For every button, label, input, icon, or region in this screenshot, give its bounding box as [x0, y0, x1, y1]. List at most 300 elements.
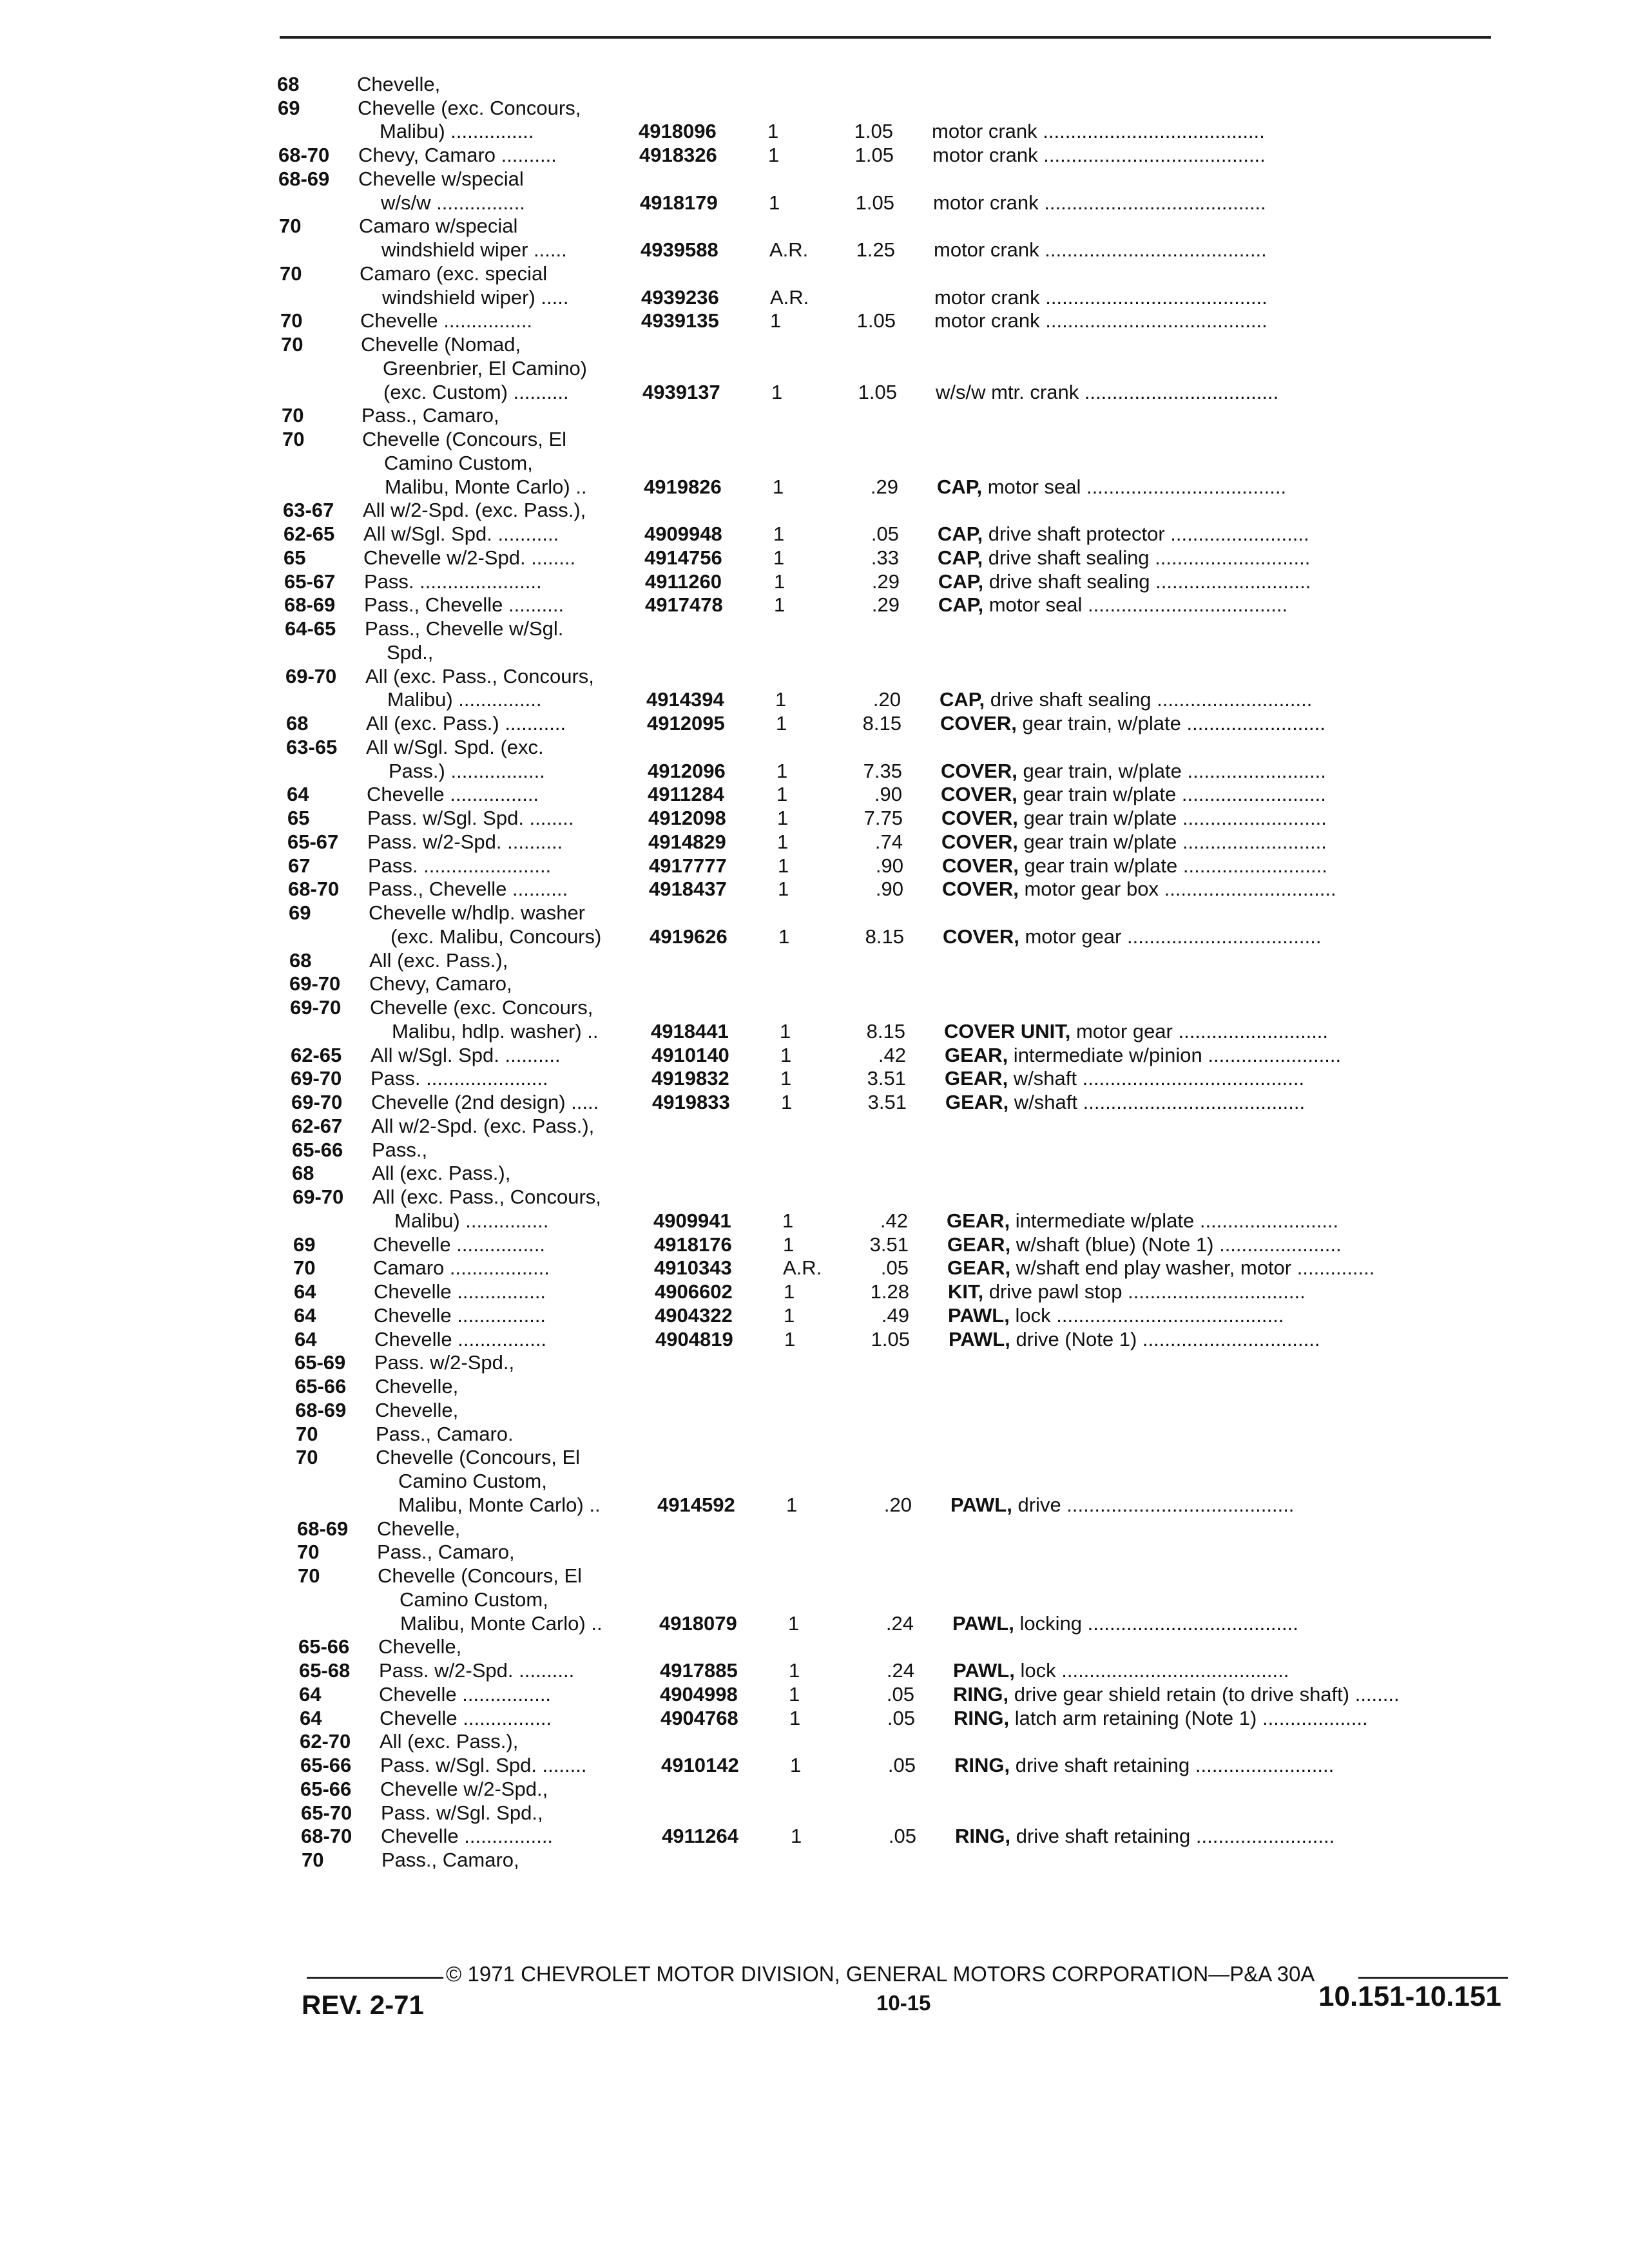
description-text: motor gear ................................... [1019, 925, 1322, 948]
price: 7.75 [863, 807, 903, 829]
quantity: 1 [771, 381, 783, 403]
description-heading: PAWL, [952, 1612, 1014, 1635]
description [938, 570, 1480, 594]
description-heading: COVER, [941, 807, 1018, 829]
quantity: 1 [783, 1233, 795, 1256]
description-text: lock ......................................... [1009, 1304, 1284, 1327]
quantity: 1 [778, 878, 789, 900]
catalog-row [284, 593, 1496, 617]
year-range: 70 [282, 404, 304, 427]
application: Malibu, hdlp. washer) .. [392, 1020, 599, 1043]
year-range: 69 [289, 901, 311, 924]
description-text: drive ......................................... [1012, 1494, 1295, 1516]
part-number: 4904819 [655, 1328, 733, 1350]
part-number: 4919832 [651, 1067, 729, 1090]
quantity: 1 [784, 1280, 795, 1303]
quantity: 1 [791, 1825, 802, 1847]
application: Pass. w/2-Spd. .......... [367, 831, 563, 853]
description [943, 925, 1484, 949]
description [947, 1256, 1489, 1280]
part-number: 4939588 [641, 238, 718, 261]
description [941, 782, 1482, 807]
description [955, 1824, 1496, 1849]
section-number: 10.151-10.151 [1318, 1981, 1501, 2012]
application: Chevelle w/special [358, 168, 524, 190]
year-range: 70 [293, 1256, 316, 1279]
catalog-row [281, 332, 1492, 357]
year-range: 65-66 [300, 1754, 352, 1776]
description [933, 191, 1474, 215]
year-range: 64 [294, 1280, 316, 1303]
catalog-row [299, 1682, 1510, 1707]
application: Malibu, Monte Carlo) .. [398, 1494, 601, 1516]
quantity: 1 [781, 1091, 793, 1113]
description [950, 1493, 1492, 1517]
catalog-row [284, 522, 1495, 546]
application: Chevelle ................ [367, 783, 539, 805]
description [934, 285, 1476, 310]
description-heading: COVER, [941, 831, 1018, 853]
catalog-row [282, 380, 1493, 405]
part-number: 4914829 [648, 831, 726, 853]
year-range: 68-69 [284, 593, 336, 616]
price: 3.51 [869, 1233, 909, 1256]
description-heading: GEAR, [947, 1233, 1011, 1256]
catalog-row [293, 1185, 1504, 1209]
application: Chevelle (Concours, El [378, 1564, 583, 1587]
catalog-row [293, 1256, 1505, 1280]
description-text: drive shaft retaining ......................... [1010, 1754, 1335, 1776]
price: .05 [888, 1825, 916, 1847]
application: Chevelle (Concours, El [362, 428, 567, 450]
description-heading: COVER, [941, 760, 1017, 782]
quantity: 1 [789, 1683, 800, 1706]
price: 1.05 [856, 309, 896, 332]
catalog-row [290, 995, 1501, 1020]
catalog-row [295, 1398, 1507, 1423]
description-text: drive shaft protector ......................... [983, 523, 1309, 545]
catalog-row [294, 1327, 1506, 1352]
description-text: motor crank ........................................ [934, 286, 1268, 309]
price: .20 [872, 688, 901, 711]
application: All w/2-Spd. (exc. Pass.), [363, 499, 586, 521]
description-text: drive shaft sealing ............................ [983, 570, 1311, 593]
description-heading: CAP, [938, 523, 983, 545]
application: Chevelle ................ [380, 1707, 552, 1729]
description-text: gear train w/plate .......................... [1018, 854, 1327, 877]
application: windshield wiper ...... [381, 238, 567, 261]
catalog-row [296, 1422, 1507, 1446]
quantity: 1 [780, 1020, 791, 1043]
application: Pass., Camaro, [361, 404, 499, 427]
catalog-row [284, 546, 1495, 570]
price: .20 [883, 1494, 912, 1516]
part-number: 4918096 [639, 120, 717, 142]
catalog-row [295, 1374, 1507, 1399]
description-heading: PAWL, [948, 1304, 1010, 1327]
year-range: 68-69 [295, 1399, 347, 1421]
application: Chevelle w/2-Spd. ........ [363, 546, 576, 569]
description [936, 380, 1477, 405]
quantity: 1 [777, 807, 789, 829]
catalog-row [284, 570, 1496, 594]
quantity: 1 [773, 476, 784, 498]
part-number: 4919626 [650, 925, 728, 948]
description [948, 1303, 1489, 1328]
year-range: 65-70 [301, 1802, 352, 1824]
part-number: 4904322 [655, 1304, 733, 1327]
part-number: 4910140 [651, 1044, 729, 1066]
description-heading: RING, [954, 1754, 1010, 1776]
part-number: 4914394 [646, 688, 724, 711]
catalog-row [294, 1280, 1505, 1304]
catalog-row [289, 925, 1500, 949]
application: All w/2-Spd. (exc. Pass.), [371, 1115, 595, 1137]
description-heading: COVER, [940, 712, 1017, 735]
catalog-row [289, 972, 1501, 996]
catalog-row [292, 1161, 1503, 1186]
part-number: 4918176 [654, 1233, 732, 1256]
application: Spd., [387, 641, 434, 664]
description [941, 806, 1483, 831]
part-number: 4914756 [644, 546, 722, 569]
application: Chevelle (2nd design) ..... [371, 1091, 599, 1113]
description [942, 877, 1483, 901]
catalog-row [292, 1138, 1503, 1162]
catalog-row [286, 735, 1498, 760]
description-heading: CAP, [938, 593, 984, 616]
application: Pass. ....................... [368, 854, 552, 877]
description [954, 1706, 1495, 1731]
year-range: 68-70 [278, 144, 330, 166]
description-heading: PAWL, [950, 1494, 1012, 1516]
quantity: 1 [776, 783, 788, 805]
description-heading: GEAR, [945, 1067, 1008, 1090]
catalog-row [278, 96, 1489, 120]
catalog-row [278, 167, 1490, 191]
price: 1.05 [871, 1328, 910, 1350]
quantity: 1 [773, 546, 785, 569]
description [934, 238, 1475, 262]
year-range: 63-65 [286, 736, 338, 758]
catalog-row [279, 191, 1490, 215]
application: Malibu) ............... [380, 120, 534, 142]
part-number: 4910343 [654, 1256, 732, 1279]
year-range: 70 [280, 262, 302, 285]
catalog-row [301, 1801, 1512, 1825]
part-number: 4918441 [651, 1020, 729, 1043]
application: Chevelle (exc. Concours, [370, 996, 593, 1019]
year-range: 62-67 [291, 1115, 343, 1137]
catalog-row [300, 1753, 1512, 1778]
year-range: 63-67 [283, 499, 334, 521]
copyright-line: © 1971 CHEVROLET MOTOR DIVISION, GENERAL MOTORS CORPORATION—P&A 30A [446, 1962, 1315, 1986]
quantity: 1 [780, 1067, 792, 1090]
application: Pass. ...................... [364, 570, 542, 593]
price: .05 [880, 1256, 909, 1279]
description-heading: RING, [954, 1707, 1010, 1729]
part-number: 4917777 [649, 854, 727, 877]
quantity: A.R. [769, 238, 809, 261]
application: Chevelle (exc. Concours, [358, 97, 581, 119]
year-range: 64 [294, 1304, 316, 1327]
catalog-row [278, 143, 1490, 168]
description-heading: RING, [955, 1825, 1011, 1847]
description-heading: GEAR, [945, 1091, 1009, 1113]
application: All (exc. Pass., Concours, [365, 665, 594, 687]
application: Chevelle ................ [374, 1328, 547, 1350]
catalog-row [280, 309, 1492, 333]
description-text: locking ...................................... [1014, 1612, 1298, 1635]
part-number: 4939135 [641, 309, 719, 332]
application: Pass.) ................. [389, 760, 545, 782]
description [940, 711, 1481, 736]
application: Chevelle ................ [360, 309, 533, 332]
description-heading: CAP, [938, 546, 983, 569]
year-range: 69-70 [285, 665, 337, 687]
description-text: gear train w/plate .......................... [1017, 831, 1327, 853]
description-text: gear train, w/plate ......................... [1017, 760, 1326, 782]
year-range: 65-66 [292, 1139, 343, 1161]
part-number: 4939236 [641, 286, 719, 309]
catalog-row [287, 806, 1499, 831]
quantity: 1 [778, 854, 789, 877]
description-heading: COVER UNIT, [944, 1020, 1071, 1043]
description-text: w/s/w mtr. crank ................................... [936, 381, 1279, 403]
part-number: 4904768 [660, 1707, 738, 1729]
price: 1.28 [870, 1280, 909, 1303]
description-text: motor crank ........................................ [934, 309, 1268, 332]
catalog-row [287, 830, 1499, 854]
application: Chevelle, [378, 1635, 462, 1658]
catalog-row [300, 1729, 1511, 1754]
description [945, 1066, 1486, 1091]
catalog-row [298, 1564, 1509, 1588]
application: Pass. w/Sgl. Spd. ........ [380, 1754, 587, 1776]
description [953, 1682, 1494, 1707]
catalog-row [285, 687, 1497, 712]
price: .90 [875, 878, 903, 900]
description-text: drive pawl stop ................................ [983, 1280, 1306, 1303]
description-text: motor crank ........................................ [932, 120, 1265, 142]
quantity: 1 [769, 191, 780, 214]
description-text: motor crank ........................................ [933, 191, 1266, 214]
catalog-row [285, 640, 1496, 665]
catalog-row [300, 1777, 1512, 1802]
price: .29 [870, 476, 898, 498]
application: w/s/w ................ [381, 191, 525, 214]
catalog-row [300, 1706, 1511, 1731]
price: .24 [885, 1612, 914, 1635]
description [952, 1611, 1494, 1636]
part-number: 4912098 [648, 807, 726, 829]
part-number: 4917885 [660, 1659, 738, 1682]
application: Malibu) ............... [394, 1209, 549, 1232]
part-number: 4911264 [662, 1825, 738, 1847]
description-text: motor crank ........................................ [932, 144, 1266, 166]
application: windshield wiper) ..... [382, 286, 569, 309]
quantity: 1 [777, 831, 789, 853]
part-number: 4939137 [642, 381, 720, 403]
description [940, 687, 1481, 712]
application: Pass. w/Sgl. Spd., [381, 1802, 543, 1824]
catalog-row [277, 72, 1489, 97]
catalog-row [283, 498, 1494, 523]
description [953, 1658, 1494, 1683]
part-number: 4911260 [645, 570, 722, 593]
description-text: latch arm retaining (Note 1) ................... [1009, 1707, 1368, 1729]
application: Chevelle, [357, 73, 441, 95]
application: Pass., Chevelle w/Sgl. [365, 617, 564, 640]
price: .05 [886, 1683, 914, 1706]
quantity: 1 [775, 688, 787, 711]
application: Camaro (exc. special [360, 262, 548, 285]
year-range: 70 [280, 309, 303, 332]
description-heading: COVER, [942, 878, 1019, 900]
part-number: 4918079 [659, 1612, 737, 1635]
description [941, 830, 1483, 854]
application: Pass., Camaro, [381, 1849, 519, 1871]
part-number: 4914592 [657, 1494, 735, 1516]
description-text: gear train w/plate .......................... [1017, 807, 1327, 829]
description [934, 309, 1476, 333]
catalog-row [289, 901, 1500, 925]
year-range: 69-70 [290, 996, 342, 1019]
description [948, 1280, 1489, 1304]
catalog-row [291, 1090, 1503, 1115]
year-range: 69 [278, 97, 300, 119]
catalog-row [298, 1588, 1509, 1612]
description-heading: CAP, [938, 570, 984, 593]
price: 8.15 [862, 712, 901, 735]
description [945, 1043, 1486, 1068]
footer-rule-left [307, 1977, 443, 1979]
application: Chevy, Camaro, [369, 972, 512, 995]
part-number: 4912096 [648, 760, 726, 782]
price: 1.05 [855, 191, 894, 214]
description-heading: PAWL, [949, 1328, 1010, 1350]
application: Chevelle, [375, 1399, 459, 1421]
application: Camino Custom, [400, 1588, 548, 1611]
description-text: intermediate w/plate ......................... [1010, 1209, 1339, 1232]
description-text: gear train, w/plate ......................... [1016, 712, 1325, 735]
year-range: 65-66 [298, 1635, 350, 1658]
price: 3.51 [867, 1067, 906, 1090]
year-range: 65-66 [300, 1778, 352, 1800]
application: Pass. w/Sgl. Spd. ........ [367, 807, 574, 829]
year-range: 70 [298, 1564, 320, 1587]
application: Chevelle (Concours, El [376, 1446, 581, 1468]
description-text: gear train w/plate .......................... [1017, 783, 1326, 805]
application: Camaro .................. [373, 1256, 550, 1279]
year-range: 68-69 [297, 1517, 349, 1540]
part-number: 4918437 [649, 878, 727, 900]
catalog-row [294, 1350, 1506, 1375]
quantity: 1 [784, 1304, 795, 1327]
description-text: w/shaft (blue) (Note 1) ...................... [1010, 1233, 1342, 1256]
year-range: 70 [297, 1541, 320, 1563]
year-range: 70 [281, 333, 304, 356]
catalog-row [280, 285, 1492, 310]
application: Chevelle, [377, 1517, 461, 1540]
quantity: 1 [770, 309, 782, 332]
year-range: 64 [294, 1328, 317, 1350]
price: .74 [874, 831, 903, 853]
part-number: 4909941 [653, 1209, 731, 1232]
price: .05 [887, 1707, 915, 1729]
application: Chevelle ................ [379, 1683, 552, 1706]
description-heading: RING, [953, 1683, 1009, 1706]
description-text: intermediate w/pinion ........................ [1008, 1044, 1342, 1066]
year-range: 62-65 [291, 1044, 342, 1066]
year-range: 64-65 [285, 617, 336, 640]
price: .05 [887, 1754, 916, 1776]
catalog-row [296, 1445, 1507, 1470]
catalog-row [285, 664, 1497, 689]
quantity: 1 [773, 523, 785, 545]
quantity: 1 [768, 144, 780, 166]
application: Chevy, Camaro .......... [358, 144, 557, 166]
year-range: 69-70 [293, 1186, 344, 1208]
description-heading: GEAR, [947, 1256, 1011, 1279]
year-range: 70 [279, 215, 302, 237]
description-heading: PAWL, [953, 1659, 1015, 1682]
catalog-row [294, 1303, 1505, 1328]
price: .90 [874, 783, 902, 805]
year-range: 62-70 [300, 1730, 351, 1753]
application: Pass. w/2-Spd. .......... [379, 1659, 575, 1682]
catalog-row [282, 451, 1494, 476]
quantity: 1 [774, 570, 786, 593]
application: Chevelle ................ [381, 1825, 554, 1847]
price: .90 [875, 854, 903, 877]
application: Pass., [372, 1139, 428, 1161]
year-range: 64 [287, 783, 309, 805]
part-number: 4917478 [645, 593, 723, 616]
description-heading: COVER, [943, 925, 1019, 948]
description-heading: GEAR, [947, 1209, 1010, 1232]
part-number: 4918326 [639, 144, 717, 166]
year-range: 68 [286, 712, 309, 735]
year-range: 70 [296, 1446, 318, 1468]
application: All (exc. Pass.), [372, 1162, 511, 1184]
description-text: drive shaft sealing ............................ [985, 688, 1313, 711]
application: All w/Sgl. Spd. ........... [363, 523, 559, 545]
quantity: 1 [789, 1707, 801, 1729]
quantity: 1 [790, 1754, 802, 1776]
description-text: w/shaft ........................................ [1008, 1067, 1305, 1090]
application: Pass. w/2-Spd., [374, 1351, 515, 1374]
catalog-row [287, 782, 1498, 807]
price: 8.15 [865, 925, 904, 948]
description-text: lock ......................................... [1014, 1659, 1289, 1682]
description [944, 1019, 1485, 1044]
quantity: A.R. [770, 286, 809, 309]
year-range: 68 [277, 73, 300, 95]
application: Chevelle ................ [374, 1280, 546, 1303]
catalog-row [280, 238, 1491, 262]
catalog-row [298, 1611, 1510, 1636]
description-text: motor seal .................................... [983, 593, 1288, 616]
year-range: 65 [284, 546, 306, 569]
description [932, 119, 1473, 144]
quantity: 1 [786, 1494, 798, 1516]
description [938, 546, 1479, 570]
application: Camaro w/special [359, 215, 518, 237]
price: .24 [886, 1659, 914, 1682]
application: Pass. ...................... [371, 1067, 548, 1090]
price: .33 [871, 546, 899, 569]
